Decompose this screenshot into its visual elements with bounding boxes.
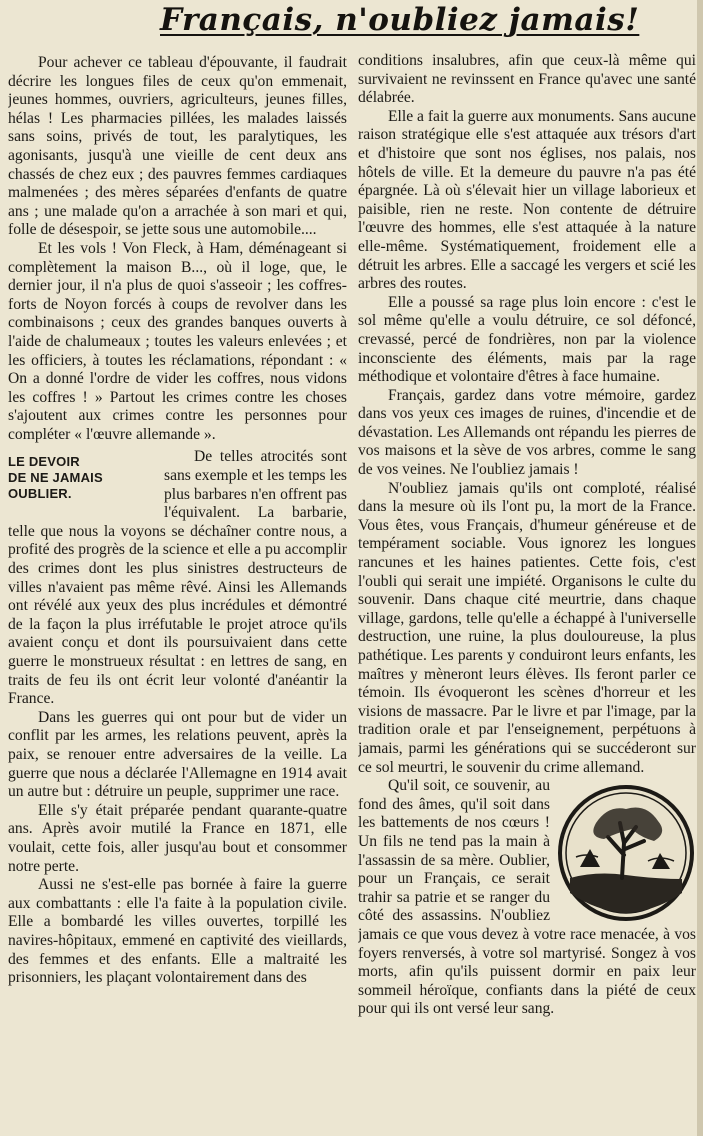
paragraph-preparation: Elle s'y était préparée pendant quarante-quatre ans. Après avoir mutilé la France en 1871, elle voulait, cette fois, aller jusqu'au bout et consommer notre perte.	[8, 801, 347, 875]
paragraph-continuation: conditions insalubres, afin que ceux-là même qui survivaient ne revinssent en France qu'avec une santé délabrée.	[358, 52, 696, 107]
vignette-illustration-icon	[556, 783, 696, 923]
paragraph-wars: Dans les guerres qui ont pour but de vider un conflit par les armes, les relations peuvent, après la paix, se renouer entre adversaires de la veille. La guerre que nous a déclarée l'Allemagne en 1914 avait un autre but : détruire un peuple, supprimer une race.	[8, 708, 347, 801]
page-title: Français, n'oubliez jamais!	[160, 2, 640, 38]
left-column	[8, 54, 347, 1132]
page-edge	[697, 0, 703, 1136]
paragraph-intro: Pour achever ce tableau d'épouvante, il faudrait décrire les longues files de ceux qu'on emmenait, jeunes hommes, ouvriers, agriculteurs, jeunes filles, hélas ! Les pharmacies pillées, les malades laissés sans soins, privés de tout, les paralytiques, les agonisants, jusqu'à une vieille de cent deux ans chassés de chez eux ; des pauvres femmes cardiaques malmenées ; des mères séparées d'enfants de quatre ans ; une malade qu'on a arrachée à son mari et qui, folle de désespoir, se jette sous une automobile....	[8, 54, 347, 239]
ruined-tree-vignette	[556, 783, 696, 923]
right-column	[358, 52, 696, 1130]
paragraph-monuments: Elle a fait la guerre aux monuments. Sans aucune raison stratégique elle s'est attaquée aux trésors d'art et d'histoire que sont nos églises, nos palais, nos hôtels de ville. Et la demeure du pauvre n'a pas été épargnée. Là où s'élevait hier un village laborieux et paisible, rien ne reste. Non contente de détruire l'œuvre des hommes, elle s'est attaquée à la nature elle-même. Systématiquement, froidement elle a détruit les arbres. Elle a saccagé les vergers et scié les arbres des routes.	[358, 107, 696, 293]
section-heading-line: DE NE JAMAIS	[8, 470, 103, 486]
paragraph-atrocities: De telles atrocités sont sans exemple et les temps les plus barbares n'en offrent pas l'équivalent. La barbarie, telle que nous la voyons se déchaîner contre nous, a profité des progrès de la science et elle a pu accomplir des crimes dont les plus sinistres destructeurs de villes n'avaient pas même rêvé. Ainsi les Allemands ont révélé aux yeux des plus incrédules et démontré de la façon la plus irréfutable le projet atroce qu'ils avaient conçu et dont ils poursuivaient dans cette guerre le monstrueux résultat : en lettres de sang, en traits de feu ils ont écrit leur volonté d'anéantir la France.	[8, 448, 347, 708]
paragraph-thefts: Et les vols ! Von Fleck, à Ham, déménageant si complètement la maison B..., où il loge, que, le dernier jour, il n'a plus de quoi s'asseoir ; les coffres-forts de Noyon forcés à coups de revolver dans les combinaisons ; ceux des grandes banques ouverts à l'aide de chalumeaux ; toutes les valeurs enlevées ; et les officiers, à toutes les réclamations, répondant : « On a donné l'ordre de vider les coffres, nous vidons les coffres ! » Partout les crimes contre les choses s'ajoutent aux crimes contre les personnes pour compléter « l'œuvre allemande ».	[8, 239, 347, 443]
section-heading-line: OUBLIER.	[8, 486, 72, 502]
section-heading	[8, 454, 158, 502]
paragraph-never-forget: N'oubliez jamais qu'ils ont comploté, réalisé dans la mesure où ils l'ont pu, la mort de la France. Vous êtes, vous Français, d'humeur généreuse et de tempérament sociable. Vous ignorez les longues rancunes et les haines patientes. Cette fois, c'est l'oubli qui serait une impiété. Organisons le culte du souvenir. Dans chaque cité meurtrie, dans chaque village, gardons, telle qu'elle a échappé à l'universelle destruction, une ruine, la plus douloureuse, la plus pathétique. Les parents y conduiront leurs enfants, les maîtres y mèneront leurs élèves. Ils feront parler ce témoin. Ils évoqueront les scènes d'horreur et les visions de massacre. Par le livre et par l'image, par la tradition orale et par l'enseignement, perpétuons à jamais, parmi les générations qui se succéderont sur ce sol meurtri, le souvenir du crime allemand.	[358, 479, 696, 776]
paragraph-civilians: Aussi ne s'est-elle pas bornée à faire la guerre aux combattants : elle l'a faite à la population civile. Elle a bombardé les villes ouvertes, torpillé les navires-hôpitaux, emmené en captivité des vieillards, des femmes et des enfants. Elle a maltraité les prisonniers, les plaçant volontairement dans des	[8, 876, 347, 987]
paragraph-souvenir: Qu'il soit, ce souvenir, au fond des âmes, qu'il soit dans les battements de nos cœurs ! Un fils ne tend pas la main à l'assassin de sa mère. Oublier, pour un Français, ce serait trahir sa patrie et se ranger du côté des assassins. N'oubliez jamais ce que vous devez à votre race menacée, à vos foyers renversés, à votre sol martyrisé. Songez à vos morts, afin qu'ils puissent dormir en paix leur sommeil héroïque, confiants dans la piété de ceux pour qui ils ont versé leur sang.	[358, 777, 696, 1018]
paragraph-soil: Elle a poussé sa rage plus loin encore : c'est le sol même qu'elle a voulu détruire, ce sol défoncé, crevassé, percé de fondrières, non par la violence inconsciente des éléments, mais par la rage méthodique et volontaire d'êtres à face humaine.	[358, 293, 696, 386]
section-heading-line: LE DEVOIR	[8, 454, 80, 470]
paragraph-remember: Français, gardez dans votre mémoire, gardez dans vos yeux ces images de ruines, d'incendie et de dévastation. Les Allemands ont répandu les pierres de vos maisons et la sève de vos arbres, comme le sang de vos veines. Ne l'oubliez jamais !	[358, 386, 696, 479]
